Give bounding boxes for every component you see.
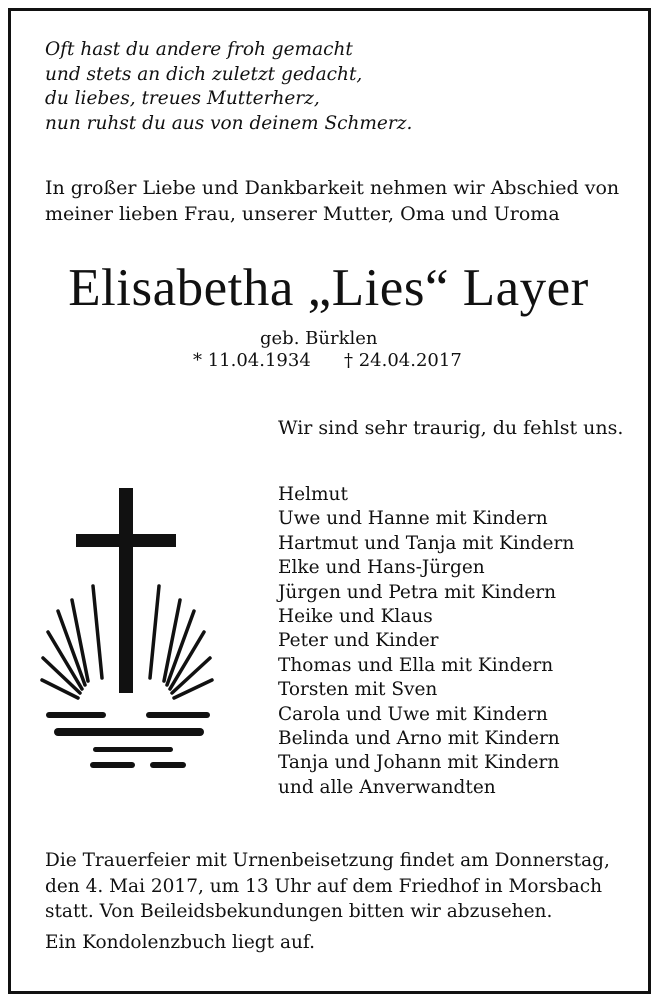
intro-line: meiner lieben Frau, unserer Mutter, Oma und Uroma (45, 203, 560, 225)
funeral-info-line: den 4. Mai 2017, um 13 Uhr auf dem Friedhof in Morsbach (45, 875, 603, 897)
mourners-list (278, 483, 574, 800)
list-item: Elke und Hans-Jürgen (278, 557, 485, 579)
list-item: Uwe und Hanne mit Kindern (278, 508, 548, 530)
list-item: Thomas und Ella mit Kindern (278, 654, 554, 676)
condolence-note: Ein Kondolenzbuch liegt auf. (45, 932, 315, 953)
list-item: Carola und Uwe mit Kindern (278, 703, 548, 725)
poem-line: Oft hast du andere froh gemacht (45, 39, 353, 60)
funeral-info (45, 848, 610, 925)
list-item: und alle Anverwandten (278, 776, 496, 798)
list-item: Tanja und Johann mit Kindern (278, 752, 560, 774)
funeral-info-line: statt. Von Beileidsbekundungen bitten wir abzusehen. (45, 901, 553, 922)
list-item: Hartmut und Tanja mit Kindern (278, 532, 575, 554)
list-item: Peter und Kinder (278, 630, 439, 652)
intro-line: In großer Liebe und Dankbarkeit nehmen wir Abschied von (45, 177, 620, 199)
poem (45, 38, 412, 136)
list-item: Belinda und Arno mit Kindern (278, 728, 560, 750)
intro-text (45, 175, 619, 227)
poem-line: du liebes, treues Mutterherz, (45, 88, 320, 109)
birth-date: * 11.04.1934 (193, 350, 311, 371)
birth-name: geb. Bürklen (260, 328, 378, 349)
deceased-name: Elisabetha „Lies“ Layer (68, 259, 589, 317)
poem-line: nun ruhst du aus von deinem Schmerz. (45, 112, 413, 134)
death-date: † 24.04.2017 (344, 350, 462, 371)
funeral-info-line: Die Trauerfeier mit Urnenbeisetzung findet am Donnerstag, (45, 850, 610, 871)
list-item: Jürgen und Petra mit Kindern (278, 581, 557, 603)
poem-line: und stets an dich zuletzt gedacht, (45, 63, 363, 85)
list-item: Heike und Klaus (278, 606, 433, 628)
cross-with-sunrise-icon (38, 488, 218, 778)
sad-line: Wir sind sehr traurig, du fehlst uns. (278, 417, 624, 439)
list-item: Torsten mit Sven (278, 679, 438, 701)
list-item: Helmut (278, 484, 348, 505)
